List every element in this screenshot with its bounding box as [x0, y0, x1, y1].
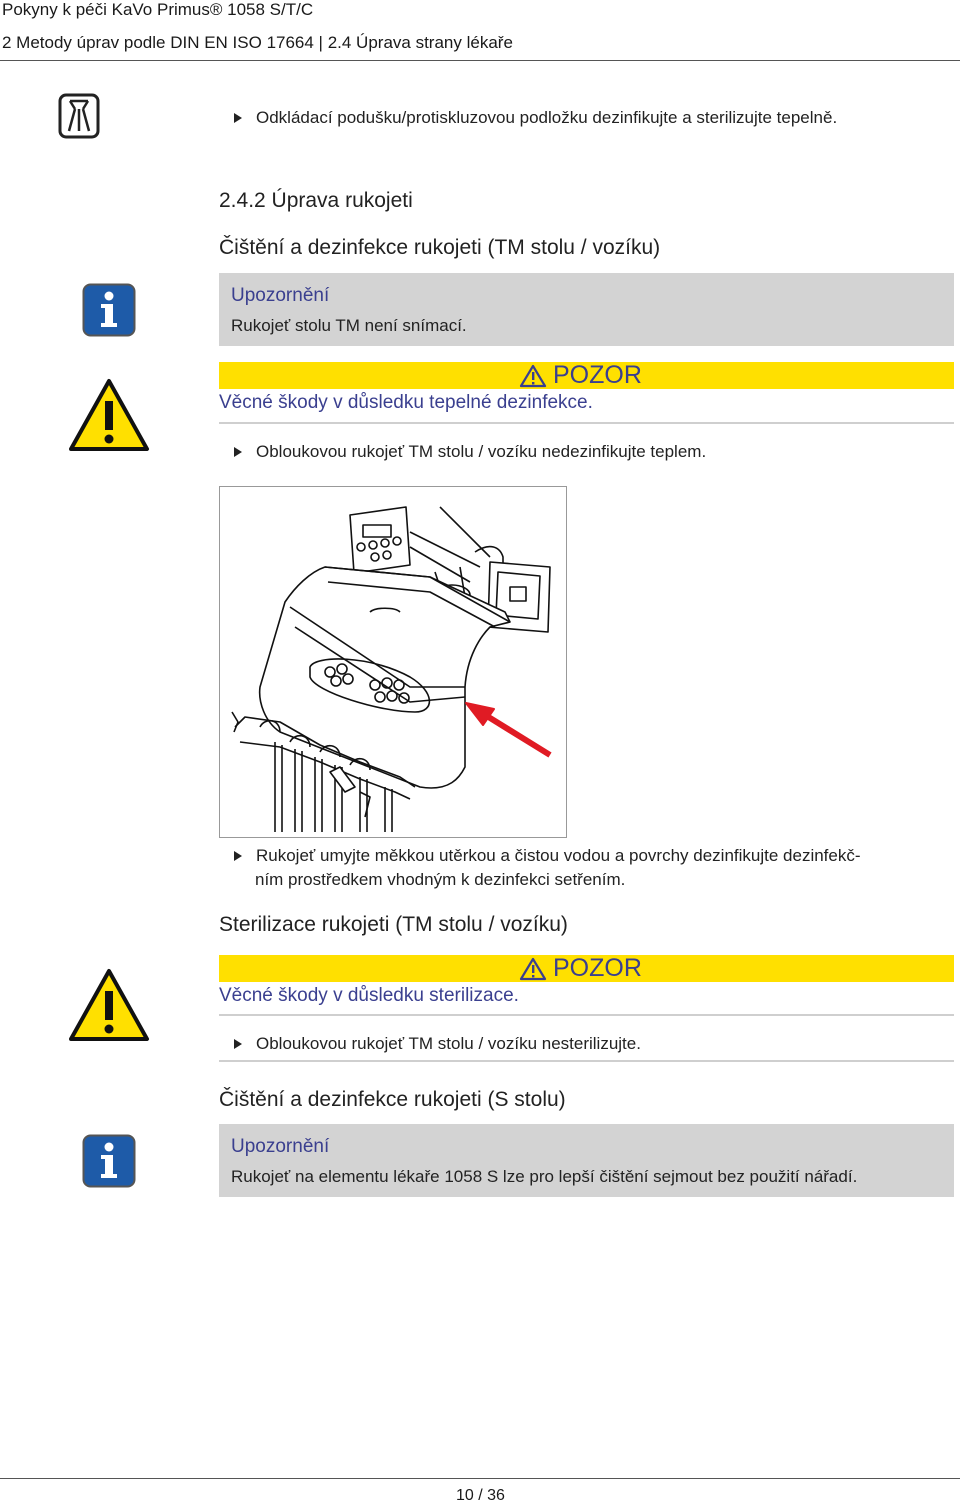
notice-box: [219, 1124, 954, 1197]
caution-triangle-icon: [519, 364, 547, 388]
notice-body: Rukojeť stolu TM není snímací.: [231, 316, 467, 335]
warning-icon: [68, 968, 150, 1042]
subsection-heading: Čištění a dezinfekce rukojeti (TM stolu / vozíku): [219, 236, 661, 259]
page-number: 10 / 36: [456, 1487, 505, 1504]
step-item: Odkládací podušku/protiskluzovou podložku dezinfikujte a sterilizujte tepelně.: [234, 108, 837, 128]
bullet-arrow-icon: [234, 447, 242, 457]
breadcrumb: 2 Metody úprav podle DIN EN ISO 17664 | 2.4 Úprava strany lékaře: [2, 33, 513, 52]
document-title: Pokyny k péči KaVo Primus® 1058 S/T/C: [2, 0, 314, 19]
info-icon: [82, 283, 136, 337]
header-divider: [0, 60, 960, 61]
divider: [219, 422, 954, 424]
bullet-arrow-icon: [234, 851, 242, 861]
notice-box: [219, 273, 954, 346]
notice-title: Upozornění: [231, 285, 330, 306]
notice-title: Upozornění: [231, 1136, 330, 1157]
warning-icon: [68, 378, 150, 452]
footer-divider: [0, 1478, 960, 1479]
divider: [219, 1014, 954, 1016]
caution-triangle-icon: [519, 957, 547, 981]
info-icon: [82, 1134, 136, 1188]
caution-text: Věcné škody v důsledku sterilizace.: [219, 985, 519, 1006]
caution-label: POZOR: [553, 954, 642, 982]
step-item: Rukojeť umyjte měkkou utěrkou a čistou vodou a povrchy dezinfikujte dezinfekč-: [234, 846, 861, 866]
step-item-continued: ním prostředkem vhodným k dezinfekci setřením.: [255, 870, 626, 889]
section-heading: 2.4.2 Úprava rukojeti: [219, 189, 413, 212]
bullet-arrow-icon: [234, 1039, 242, 1049]
subsection-heading: Sterilizace rukojeti (TM stolu / vozíku): [219, 913, 568, 936]
bullet-arrow-icon: [234, 113, 242, 123]
divider: [219, 1060, 954, 1062]
caution-label: POZOR: [553, 361, 642, 389]
caution-text: Věcné škody v důsledku tepelné dezinfekce.: [219, 392, 593, 413]
caution-banner: [219, 362, 954, 389]
caution-step: Obloukovou rukojeť TM stolu / vozíku nesterilizujte.: [234, 1034, 641, 1054]
handle-illustration: [219, 486, 567, 838]
thermo-sterilize-icon: [58, 93, 100, 139]
subsection-heading: Čištění a dezinfekce rukojeti (S stolu): [219, 1088, 566, 1111]
caution-banner: [219, 955, 954, 982]
notice-body: Rukojeť na elementu lékaře 1058 S lze pro lepší čištění sejmout bez použití nářadí.: [231, 1167, 858, 1186]
caution-step: Obloukovou rukojeť TM stolu / vozíku nedezinfikujte teplem.: [234, 442, 706, 462]
